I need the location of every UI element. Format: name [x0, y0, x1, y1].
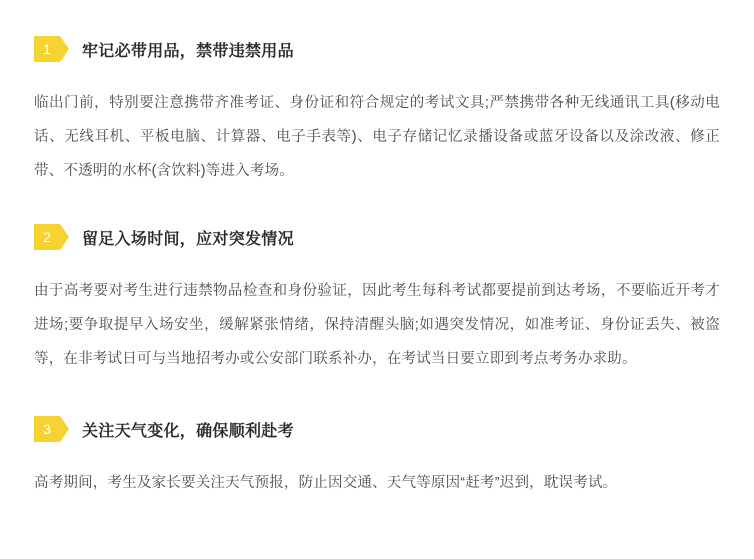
section-2-body: 由于高考要对考生进行违禁物品检查和身份验证，因此考生每科考试都要提前到达考场，不要临近开考才进场;要争取提早入场安坐，缓解紧张情绪，保持清醒头脑;如遇突发情况，如准考证、身份证丢失、被盗等，在非考试日可与当地招考办或公安部门联系补办，在考试当日要立即到考点考务办求助。 — [34, 283, 720, 368]
section-1-body: 临出门前，特别要注意携带齐准考证、身份证和符合规定的考试文具;严禁携带各种无线通讯工具(移动电话、无线耳机、平板电脑、计算器、电子手表等)、电子存储记忆录播设备或蓝牙设备以及涂改液、修正带、不透明的水杯(含饮料)等进入考场。 — [34, 95, 720, 180]
section-2 — [34, 222, 720, 376]
section-1-header — [34, 34, 720, 64]
section-1 — [34, 34, 720, 188]
section-3-title: 关注天气变化，确保顺利赴考 — [82, 422, 294, 440]
section-3-body: 高考期间，考生及家长要关注天气预报，防止因交通、天气等原因“赶考”迟到，耽误考试。 — [34, 475, 618, 492]
section-2-number-badge: 2 — [34, 224, 60, 250]
section-2-header — [34, 222, 720, 252]
section-3-number-badge: 3 — [34, 416, 60, 442]
section-3 — [34, 414, 720, 500]
section-2-title: 留足入场时间，应对突发情况 — [82, 230, 294, 248]
section-3-header — [34, 414, 720, 444]
section-1-title: 牢记必带用品，禁带违禁用品 — [82, 42, 294, 60]
section-1-number-badge: 1 — [34, 36, 60, 62]
